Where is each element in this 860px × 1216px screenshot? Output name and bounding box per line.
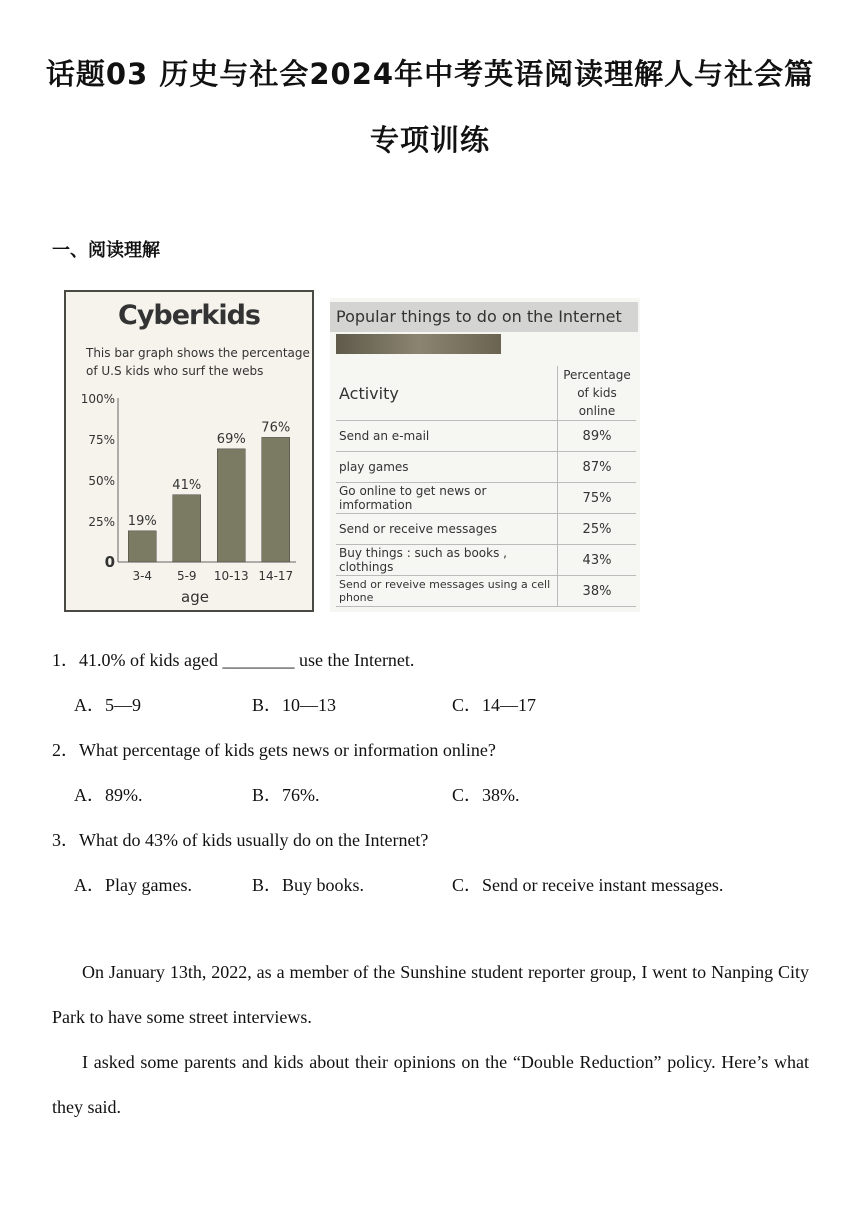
table-title: Popular things to do on the Internet bbox=[330, 302, 638, 332]
row-activity: Buy things : such as books , clothings bbox=[336, 545, 558, 576]
row-pct: 25% bbox=[558, 514, 637, 545]
cyberkids-figure bbox=[64, 290, 314, 612]
header-pct-line1: Percentage bbox=[563, 368, 631, 382]
row-pct: 43% bbox=[558, 545, 637, 576]
bar-value-label: 76% bbox=[261, 420, 291, 436]
table-row bbox=[336, 576, 636, 607]
question-2-option-c: C．38%. bbox=[452, 785, 520, 805]
question-1-option-a: A．5—9 bbox=[74, 695, 141, 715]
y-tick-label: 100% bbox=[80, 392, 115, 406]
section-heading: 一、阅读理解 bbox=[52, 240, 160, 261]
page-title-line2: 专项训练 bbox=[369, 123, 490, 157]
y-tick-label: 0 bbox=[104, 553, 115, 571]
y-tick-label: 75% bbox=[88, 433, 115, 447]
bar-value-label: 69% bbox=[216, 431, 246, 447]
bar bbox=[262, 437, 290, 562]
x-axis-label: age bbox=[181, 588, 209, 606]
table-header-row bbox=[336, 366, 636, 421]
bar bbox=[128, 531, 156, 562]
chart-subtitle: This bar graph shows the percentage of U.S kids who surf the webs bbox=[86, 346, 310, 378]
table-row bbox=[336, 483, 636, 514]
row-activity: Send or reveive messages using a cell phone bbox=[336, 576, 558, 607]
chart-title: Cyberkids bbox=[118, 300, 260, 331]
x-tick-label: 14-17 bbox=[258, 569, 294, 583]
bar bbox=[173, 495, 201, 562]
question-3-stem: 3．What do 43% of kids usually do on the Internet? bbox=[52, 830, 429, 850]
question-1-option-b: B．10—13 bbox=[252, 695, 337, 715]
question-3-option-b: B．Buy books. bbox=[252, 875, 365, 895]
passage-paragraph-2: I asked some parents and kids about their opinions on the “Double Reduction” policy. Here’s what they said. bbox=[52, 1052, 809, 1117]
row-activity: Go online to get news or imformation bbox=[336, 483, 558, 514]
bar bbox=[217, 449, 245, 562]
bar-value-label: 41% bbox=[172, 477, 202, 493]
table-row bbox=[336, 421, 636, 452]
row-pct: 38% bbox=[558, 576, 637, 607]
internet-activities-figure bbox=[330, 298, 640, 612]
header-activity: Activity bbox=[336, 366, 558, 421]
question-2-option-b: B．76%. bbox=[252, 785, 320, 805]
table-row bbox=[336, 452, 636, 483]
question-3-option-a: A．Play games. bbox=[74, 875, 192, 895]
activities-table bbox=[336, 366, 636, 607]
bar-value-label: 19% bbox=[127, 513, 157, 529]
x-tick-label: 3-4 bbox=[132, 569, 153, 583]
passage-paragraph-1: On January 13th, 2022, as a member of the Sunshine student reporter group, I went to Nanping City Park to have some street interviews. bbox=[52, 962, 809, 1027]
row-pct: 89% bbox=[558, 421, 637, 452]
row-pct: 87% bbox=[558, 452, 637, 483]
page-title-line1: 话题03 历史与社会2024年中考英语阅读理解人与社会篇 bbox=[45, 57, 815, 91]
question-2-stem: 2．What percentage of kids gets news or information online? bbox=[52, 740, 496, 760]
row-pct: 75% bbox=[558, 483, 637, 514]
header-pct-line2: of kids online bbox=[577, 386, 617, 418]
table-row bbox=[336, 545, 636, 576]
y-tick-label: 25% bbox=[88, 515, 115, 529]
x-tick-label: 10-13 bbox=[213, 569, 249, 583]
question-2-option-a: A．89%. bbox=[74, 785, 143, 805]
row-activity: Send an e-mail bbox=[336, 421, 558, 452]
y-tick-label: 50% bbox=[88, 474, 115, 488]
header-percentage bbox=[558, 366, 637, 421]
x-tick-label: 5-9 bbox=[176, 569, 197, 583]
row-activity: play games bbox=[336, 452, 558, 483]
decorative-strip bbox=[336, 334, 501, 354]
question-1-stem: 1．41.0% of kids aged ________ use the Internet. bbox=[52, 650, 415, 670]
bar-chart bbox=[66, 292, 312, 610]
question-1-option-c: C．14—17 bbox=[452, 695, 537, 715]
table-row bbox=[336, 514, 636, 545]
question-3-option-c: C．Send or receive instant messages. bbox=[452, 875, 724, 895]
row-activity: Send or receive messages bbox=[336, 514, 558, 545]
